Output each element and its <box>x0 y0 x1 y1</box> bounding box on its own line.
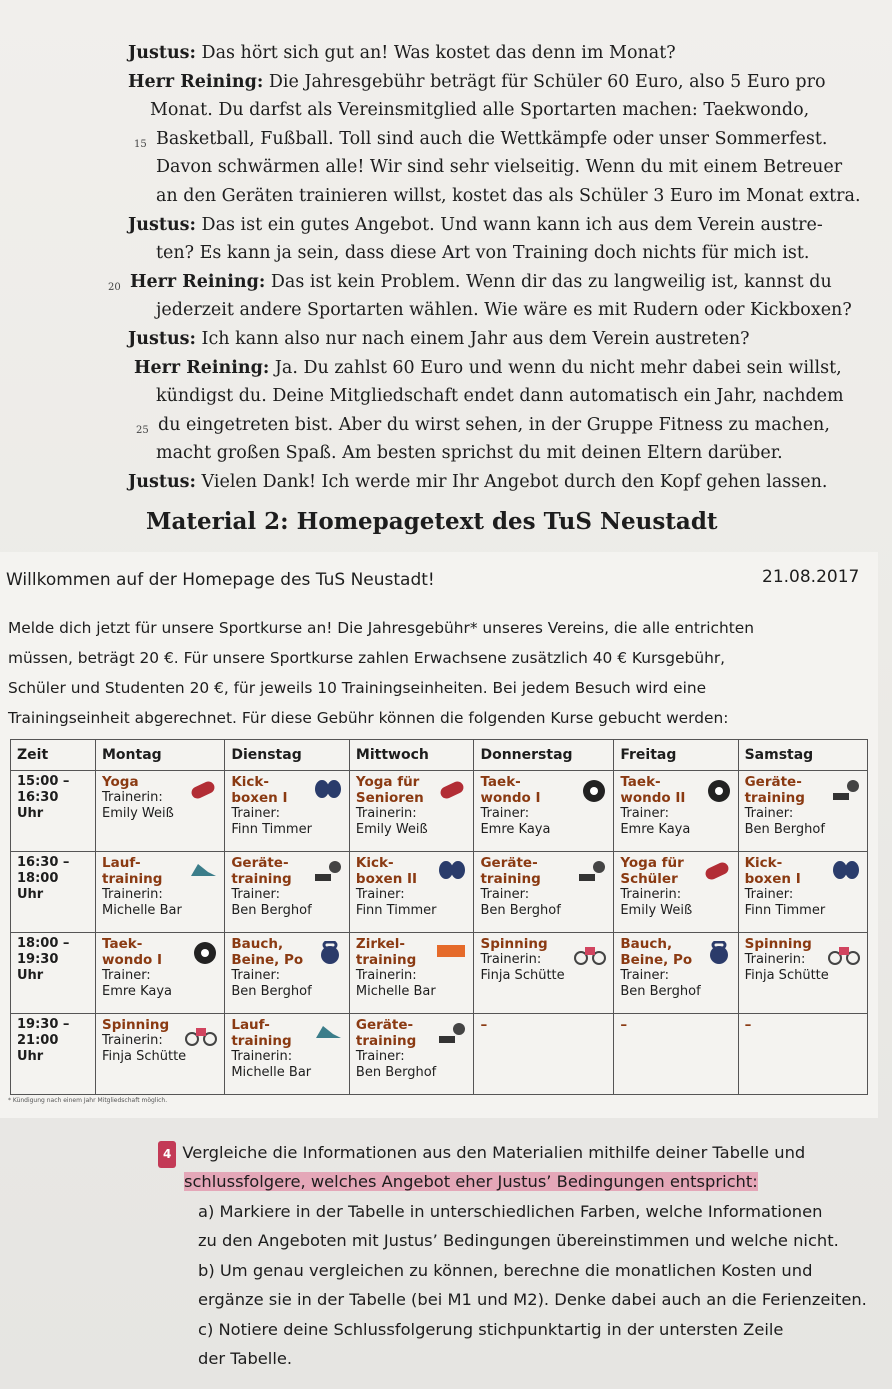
course-name: Yoga für Senioren <box>355 774 424 806</box>
speaker-name: Herr Reining: <box>128 71 264 92</box>
course-name: Yoga für Schüler <box>620 855 684 887</box>
course-name: Lauf- training <box>102 855 163 887</box>
course-cell <box>349 852 474 933</box>
material-2-title: Material 2: Homepagetext des TuS Neustadt <box>146 508 718 535</box>
course-name: Kick- boxen I <box>231 774 288 806</box>
intro-line: müssen, beträgt 20 €. Für unsere Sportkurse zahlen Erwachsene zusätzlich 40 € Kursgebühr, <box>8 649 726 667</box>
trainer-label: Trainer: <box>744 887 794 902</box>
course-cell <box>96 1014 225 1095</box>
time-cell <box>11 852 96 933</box>
speaker-name: Justus: <box>128 472 196 492</box>
trainer-label: Trainerin: <box>355 806 417 821</box>
taekwondo-icon <box>581 779 607 808</box>
trainer-name: Michelle Bar <box>355 984 436 999</box>
dialog-line <box>136 414 830 436</box>
trainer-name: Ben Berghof <box>231 984 312 999</box>
dialog-text: jederzeit andere Sportarten wählen. Wie wäre es mit Rudern oder Kickboxen? <box>156 300 852 321</box>
dialog-text: Das hört sich gut an! Was kostet das denn im Monat? <box>195 43 676 63</box>
dialog-line <box>128 214 823 236</box>
course-name: Bauch, Beine, Po <box>620 936 693 968</box>
trainer-name: Michelle Bar <box>231 1065 312 1080</box>
intro-line: Trainingseinheit abgerechnet. Für diese Gebühr können die folgenden Kurse gebucht werden: <box>8 709 729 727</box>
dialog-text: Das ist kein Problem. Wenn dir das zu langweilig ist, kannst du <box>265 271 832 292</box>
trainer-name: Emre Kaya <box>620 822 691 837</box>
trainer-label: Trainerin: <box>620 887 682 902</box>
taekwondo-icon <box>192 941 218 970</box>
dialog-text: macht großen Spaß. Am besten sprichst du mit deinen Eltern darüber. <box>156 443 783 464</box>
time-text: 15:00 – <box>17 774 70 789</box>
dialog-line <box>128 471 827 493</box>
dialog-text: Ich kann also nur nach einem Jahr aus dem Verein austreten? <box>195 329 750 349</box>
trainer-name: Emre Kaya <box>480 822 551 837</box>
line-number: 15 <box>134 138 147 150</box>
yoga-mat-icon <box>702 860 732 887</box>
dialog-text: Monat. Du darfst als Vereinsmitglied alle Sportarten machen: Taekwondo, <box>150 100 810 121</box>
course-cell <box>225 771 350 852</box>
course-cell <box>349 1014 474 1095</box>
col-header-montag: Montag <box>96 740 225 771</box>
trainer-name: Michelle Bar <box>102 903 182 918</box>
table-footnote: * Kündigung nach einem Jahr Mitgliedschaft möglich. <box>8 1097 168 1104</box>
dialog-text: Davon schwärmen alle! Wir sind sehr vielseitig. Wenn du mit einem Betreuer <box>156 157 843 178</box>
trainer-label: Trainer: <box>231 806 281 821</box>
trainer-label: Trainerin: <box>480 952 542 967</box>
course-cell <box>349 933 474 1014</box>
time-text: 19:30 <box>17 952 59 967</box>
course-name: – <box>744 1017 752 1033</box>
trainer-label: Trainer: <box>355 1049 405 1064</box>
dialog-text: an den Geräten trainieren willst, kostet das als Schüler 3 Euro im Monat extra. <box>156 186 861 206</box>
trainer-label: Trainer: <box>480 806 530 821</box>
trainer-label: Trainerin: <box>744 952 806 967</box>
task-line: ergänze sie in der Tabelle (bei M1 und M2). Denke dabei auch an die Ferienzeiten. <box>198 1290 867 1309</box>
line-number: 25 <box>136 424 149 436</box>
time-text: 16:30 – <box>17 855 70 870</box>
col-header-donnerstag: Donnerstag <box>474 740 614 771</box>
yoga-mat-icon <box>188 779 218 806</box>
task-line: c) Notiere deine Schlussfolgerung stichpunktartig in der untersten Zeile <box>198 1320 784 1339</box>
trainer-name: Finja Schütte <box>744 968 829 983</box>
dialog-line <box>156 185 861 207</box>
spinning-bike-icon <box>573 941 607 970</box>
task-line: a) Markiere in der Tabelle in unterschiedlichen Farben, welche Informationen <box>198 1202 823 1221</box>
course-name: Yoga <box>102 774 139 790</box>
boxing-gloves-icon <box>313 779 343 806</box>
time-text: Uhr <box>17 1049 44 1064</box>
course-name: Geräte- training <box>744 774 805 806</box>
boxing-gloves-icon <box>831 860 861 887</box>
trainer-label: Trainerin: <box>102 790 163 805</box>
trainer-label: Trainerin: <box>355 968 417 983</box>
gym-equipment-icon <box>831 779 861 808</box>
course-cell <box>614 852 738 933</box>
course-cell <box>614 1014 738 1095</box>
trainer-label: Trainer: <box>231 968 281 983</box>
trainer-name: Ben Berghof <box>355 1065 437 1080</box>
time-text: Uhr <box>17 968 44 983</box>
dialog-line <box>156 442 783 464</box>
kettlebell-icon <box>706 941 732 970</box>
course-cell <box>738 771 867 852</box>
course-cell <box>738 1014 867 1095</box>
trainer-name: Emre Kaya <box>102 984 172 999</box>
course-cell <box>474 852 614 933</box>
dialog-text: Basketball, Fußball. Toll sind auch die Wettkämpfe oder unser Sommerfest. <box>156 128 828 149</box>
col-header-freitag: Freitag <box>614 740 738 771</box>
task-line: schlussfolgere, welches Angebot eher Justus’ Bedingungen entspricht: <box>184 1172 758 1191</box>
course-cell <box>225 852 350 933</box>
running-shoe-icon <box>313 1022 343 1049</box>
table-row <box>11 1014 868 1095</box>
course-cell <box>96 771 225 852</box>
trainer-name: Finn Timmer <box>355 903 437 918</box>
time-text: 18:00 <box>17 871 59 886</box>
homepage-welcome: Willkommen auf der Homepage des TuS Neustadt! <box>6 570 435 590</box>
homepage-box <box>0 552 878 1118</box>
speaker-name: Herr Reining: <box>130 271 266 292</box>
course-name: Spinning <box>744 936 812 952</box>
course-name: Bauch, Beine, Po <box>231 936 304 968</box>
task-line: der Tabelle. <box>198 1349 293 1368</box>
dialog-line <box>134 128 828 150</box>
dialog-text: du eingetreten bist. Aber du wirst sehen, in der Gruppe Fitness zu machen, <box>158 414 830 435</box>
time-text: 19:30 – <box>17 1017 70 1032</box>
dialog-text: Das ist ein gutes Angebot. Und wann kann ich aus dem Verein austre- <box>195 214 823 235</box>
dialog-line <box>150 99 809 121</box>
course-name: Geräte- training <box>355 1017 417 1049</box>
speaker-name: Justus: <box>128 329 196 349</box>
intro-line: Melde dich jetzt für unsere Sportkurse an! Die Jahresgebühr* unseres Vereins, die alle entrichten <box>8 619 754 637</box>
course-name: – <box>480 1017 488 1033</box>
col-header-dienstag: Dienstag <box>225 740 350 771</box>
trainer-label: Trainer: <box>744 806 794 821</box>
time-cell <box>11 771 96 852</box>
speaker-name: Justus: <box>128 43 196 63</box>
col-header-samstag: Samstag <box>738 740 867 771</box>
trainer-name: Finn Timmer <box>744 903 826 918</box>
time-text: Uhr <box>17 806 44 821</box>
course-cell <box>614 771 738 852</box>
col-header-zeit: Zeit <box>11 740 96 771</box>
course-name: Spinning <box>102 1017 170 1033</box>
taekwondo-icon <box>706 779 732 808</box>
trainer-name: Emily Weiß <box>620 903 693 918</box>
course-name: Taek- wondo II <box>620 774 686 806</box>
course-name: Taek- wondo I <box>102 936 163 968</box>
course-cell <box>225 1014 350 1095</box>
task-line: b) Um genau vergleichen zu können, berechne die monatlichen Kosten und <box>198 1261 813 1280</box>
table-row <box>11 852 868 933</box>
trainer-name: Ben Berghof <box>744 822 825 837</box>
course-cell <box>474 771 614 852</box>
intro-line: Schüler und Studenten 20 €, für jeweils 10 Trainingseinheiten. Bei jedem Besuch wird eine <box>8 679 707 697</box>
course-name: Lauf- training <box>231 1017 292 1049</box>
table-row <box>11 933 868 1014</box>
dialog-line <box>128 71 826 93</box>
boxing-gloves-icon <box>437 860 467 887</box>
trainer-name: Emily Weiß <box>355 822 428 837</box>
course-name: Zirkel- training <box>355 936 417 968</box>
course-name: Kick- boxen I <box>744 855 801 887</box>
task-line: 4 Vergleiche die Informationen aus den Materialien mithilfe deiner Tabelle und <box>158 1140 805 1168</box>
trainer-name: Emily Weiß <box>102 806 174 821</box>
gym-equipment-icon <box>437 1022 467 1051</box>
dialog-text: kündigst du. Deine Mitgliedschaft endet dann automatisch ein Jahr, nachdem <box>156 386 844 407</box>
line-number: 20 <box>108 281 121 293</box>
dialog-line <box>134 357 842 379</box>
course-cell <box>225 933 350 1014</box>
col-header-mittwoch: Mittwoch <box>349 740 474 771</box>
step-board-icon <box>435 941 467 966</box>
dialog-text: Vielen Dank! Ich werde mir Ihr Angebot durch den Kopf gehen lassen. <box>195 472 828 492</box>
course-cell <box>96 852 225 933</box>
course-name: – <box>620 1017 628 1033</box>
course-schedule-table <box>10 739 868 1095</box>
dialog-line <box>128 328 750 350</box>
trainer-label: Trainer: <box>480 887 530 902</box>
course-cell <box>738 852 867 933</box>
course-cell <box>614 933 738 1014</box>
time-text: 18:00 – <box>17 936 70 951</box>
trainer-label: Trainer: <box>102 968 151 983</box>
spinning-bike-icon <box>827 941 861 970</box>
dialog-text: Ja. Du zahlst 60 Euro und wenn du nicht mehr dabei sein willst, <box>269 357 842 378</box>
trainer-label: Trainerin: <box>102 1033 163 1048</box>
table-row <box>11 771 868 852</box>
trainer-label: Trainer: <box>620 968 670 983</box>
trainer-name: Finn Timmer <box>231 822 312 837</box>
gym-equipment-icon <box>577 860 607 889</box>
course-cell <box>96 933 225 1014</box>
course-name: Taek- wondo I <box>480 774 541 806</box>
gym-equipment-icon <box>313 860 343 889</box>
trainer-name: Ben Berghof <box>231 903 312 918</box>
dialog-text: ten? Es kann ja sein, dass diese Art von Training doch nichts für mich ist. <box>156 243 810 264</box>
trainer-name: Ben Berghof <box>480 903 561 918</box>
dialog-line <box>156 299 852 321</box>
kettlebell-icon <box>317 941 343 970</box>
spinning-bike-icon <box>184 1022 218 1051</box>
trainer-label: Trainer: <box>231 887 281 902</box>
course-name: Spinning <box>480 936 548 952</box>
yoga-mat-icon <box>437 779 467 806</box>
dialog-text: Die Jahresgebühr beträgt für Schüler 60 Euro, also 5 Euro pro <box>263 71 826 92</box>
speaker-name: Herr Reining: <box>134 357 270 378</box>
trainer-label: Trainer: <box>355 887 405 902</box>
trainer-label: Trainer: <box>620 806 670 821</box>
time-cell <box>11 1014 96 1095</box>
trainer-label: Trainerin: <box>231 1049 293 1064</box>
dialog-line <box>156 385 844 407</box>
course-name: Geräte- training <box>231 855 292 887</box>
trainer-label: Trainerin: <box>102 887 163 902</box>
task-line: zu den Angeboten mit Justus’ Bedingungen übereinstimmen und welche nicht. <box>198 1231 839 1250</box>
course-cell <box>738 933 867 1014</box>
time-text: 21:00 <box>17 1033 59 1048</box>
time-text: 16:30 <box>17 790 59 805</box>
speaker-name: Justus: <box>128 214 196 235</box>
time-cell <box>11 933 96 1014</box>
dialog-line <box>108 271 832 293</box>
course-name: Geräte- training <box>480 855 541 887</box>
trainer-name: Ben Berghof <box>620 984 701 999</box>
task-number-badge: 4 <box>158 1141 176 1168</box>
dialog-line <box>156 242 809 264</box>
running-shoe-icon <box>188 860 218 887</box>
trainer-name: Finja Schütte <box>480 968 565 983</box>
time-text: Uhr <box>17 887 44 902</box>
course-cell <box>474 933 614 1014</box>
course-name: Kick- boxen II <box>355 855 418 887</box>
dialog-line <box>156 156 842 178</box>
course-cell <box>474 1014 614 1095</box>
course-cell <box>349 771 474 852</box>
table-header-row <box>11 740 868 771</box>
trainer-name: Finja Schütte <box>102 1049 187 1064</box>
homepage-date: 21.08.2017 <box>762 567 860 587</box>
dialog-line <box>128 42 676 64</box>
